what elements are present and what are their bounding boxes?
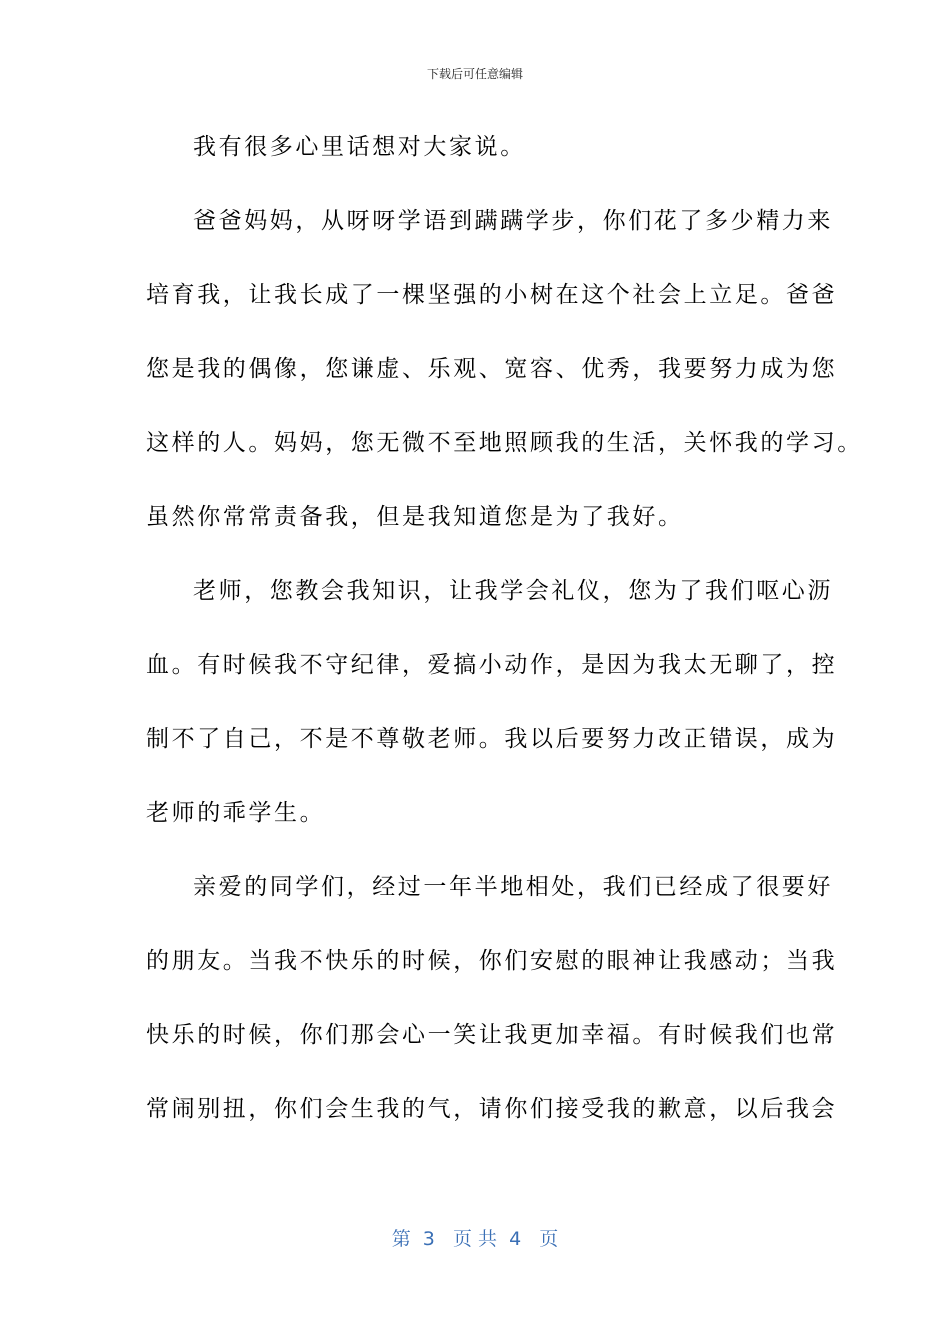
paragraph-line: 老师的乖学生。 bbox=[146, 800, 326, 826]
paragraph-line: 这样的人。妈妈，您无微不至地照顾我的生活，关怀我的学习。 bbox=[146, 430, 863, 456]
paragraph-line: 的朋友。当我不快乐的时候，你们安慰的眼神让我感动；当我 bbox=[146, 948, 838, 974]
paragraph-line: 制不了自己，不是不尊敬老师。我以后要努力改正错误，成为 bbox=[146, 726, 838, 752]
page-header: 下载后可任意编辑 bbox=[426, 67, 523, 81]
paragraph-line: 亲爱的同学们，经过一年半地相处，我们已经成了很要好 bbox=[193, 874, 833, 900]
paragraph-line: 老师，您教会我知识，让我学会礼仪，您为了我们呕心沥 bbox=[193, 578, 833, 604]
paragraph-line: 您是我的偶像，您谦虚、乐观、宽容、优秀，我要努力成为您 bbox=[146, 356, 838, 382]
page-number-footer: 第 3 页 共 4 页 bbox=[391, 1228, 559, 1250]
paragraph-line: 虽然你常常责备我，但是我知道您是为了我好。 bbox=[146, 504, 684, 530]
paragraph-line: 快乐的时候，你们那会心一笑让我更加幸福。有时候我们也常 bbox=[146, 1022, 838, 1048]
paragraph-line: 常闹别扭，你们会生我的气，请你们接受我的歉意，以后我会 bbox=[146, 1096, 838, 1122]
paragraph-line: 培育我，让我长成了一棵坚强的小树在这个社会上立足。爸爸 bbox=[146, 282, 838, 308]
paragraph-line: 爸爸妈妈，从呀呀学语到蹒蹒学步，你们花了多少精力来 bbox=[193, 208, 833, 234]
paragraph-line: 血。有时候我不守纪律，爱搞小动作，是因为我太无聊了，控 bbox=[146, 652, 838, 678]
paragraph-line: 我有很多心里话想对大家说。 bbox=[193, 134, 526, 160]
